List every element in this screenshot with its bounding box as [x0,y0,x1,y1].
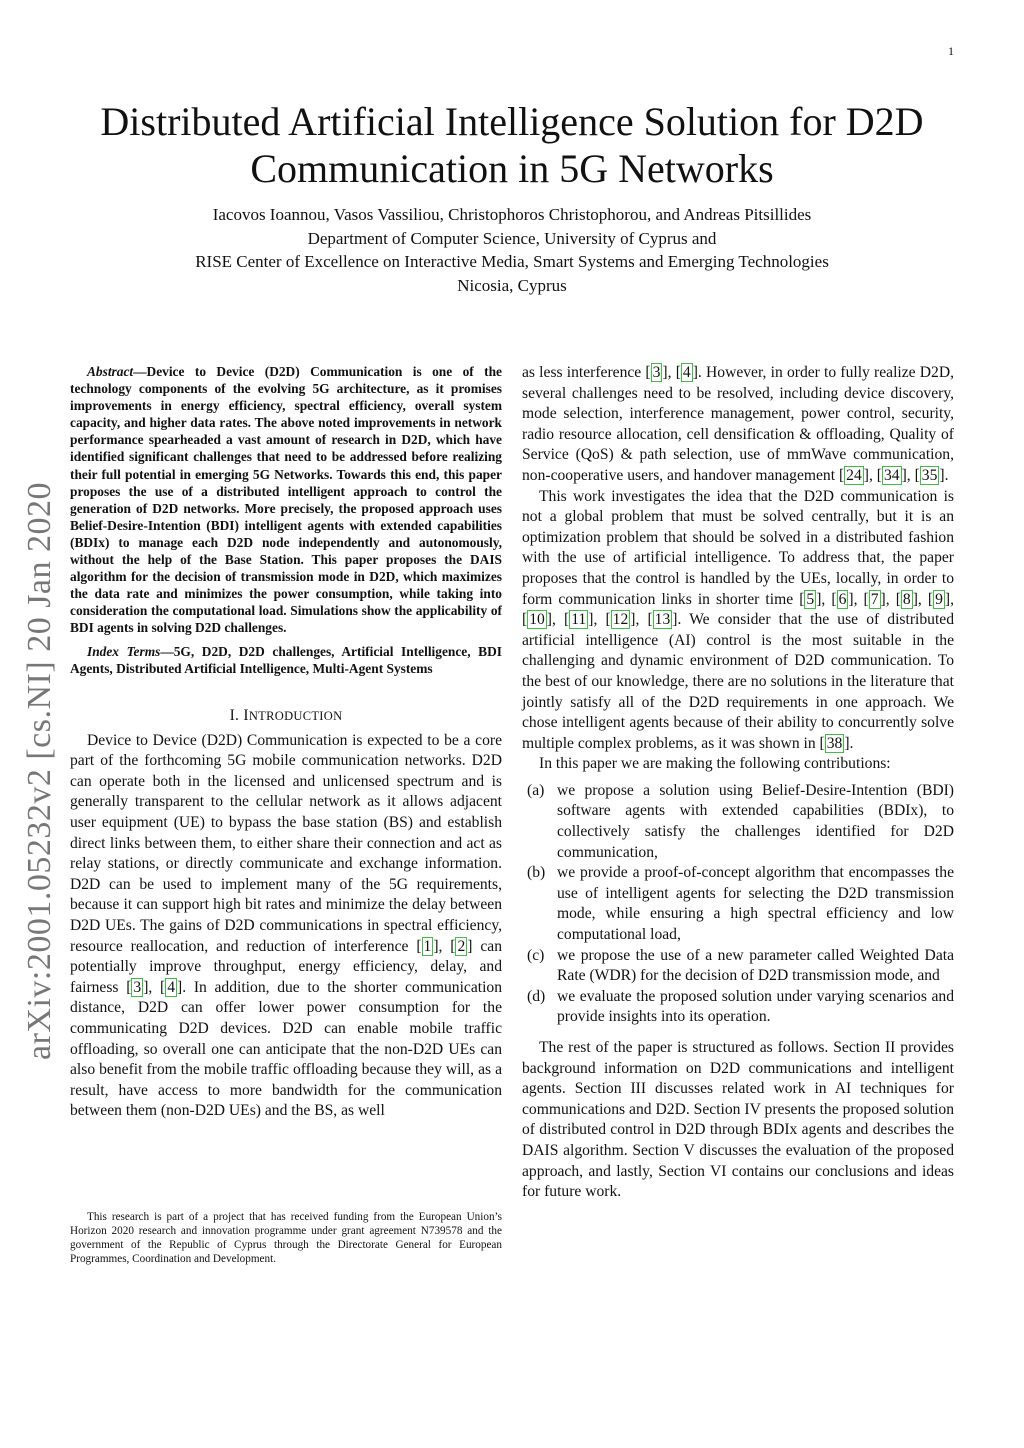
arxiv-stamp: arXiv:2001.05232v2 [cs.NI] 20 Jan 2020 [21,481,58,1060]
body-text: . [849,734,854,752]
abstract-label: Abstract [87,364,134,379]
citation-link[interactable]: [ 10 ] [522,611,552,629]
body-text: as less interference [522,364,646,381]
body-text: . We consider that the use of distributed artificial intelligence (AI) control is the most suitable in the challenging and dynamic environment of D2D communication. To the best of our knowledge, there are no solutions in the literature that jointly satisfy all of the D2D requirements in one approach. We chose intelligent agents because of their ability to concurrently solve multiple complex problems, as it was shown in [522,611,954,752]
affiliation-line: Department of Computer Science, University of Cyprus and [307,228,717,248]
section-title-initial: I [243,706,249,724]
citation-number: 13 [654,611,671,629]
section-heading-introduction [70,707,502,725]
citation-number: 10 [529,611,545,629]
intro-paragraph [70,731,502,1122]
citation-number: 35 [921,466,938,484]
section-title-rest: NTRODUCTION [248,708,343,723]
title-line: Distributed Artificial Intelligence Solution for D2D [100,99,924,144]
intro-text: Device to Device (D2D) Communication is expected to be a core part of the forthcoming 5G mobile communication networks. D2D can operate both in the licensed and unlicensed spectrum and is generally transparent to the cellular network as it allows adjacent user equipment (UE) to bypass the base station (BS) and establish direct links between them, to either share their connection and act as relay stations, or directly communicate and exchange information. D2D can be used to implement many of the 5G requirements, because it can support high bit rates and minimize the delay between D2D UEs. The gains of D2D communications in spectral efficiency, resource reallocation, and reduction of interference [70,731,502,955]
citation-link[interactable]: [ 4 ] [160,978,183,996]
citation-link[interactable]: [ 38 ] [819,734,850,752]
list-item-text: we propose a solution using Belief-Desire-Intention (BDI) software agents with extended capabilities (BDIx), to collectively satisfy the challenges identified for D2D communication, [557,781,954,861]
citation-link[interactable]: [ 35 ] [914,466,945,484]
index-terms-label: Index Terms [87,643,161,659]
citation-link[interactable]: [ 34 ] [876,466,907,484]
author-block [40,203,984,297]
affiliation-line: Nicosia, Cyprus [457,275,567,295]
list-marker: (c) [527,946,545,964]
list-item-text: we evaluate the proposed solution under varying scenarios and provide insights into its operation. [557,987,954,1026]
citation-link[interactable]: [ 6 ] [831,590,854,608]
citation-number: 3 [133,978,142,996]
page-number: 1 [948,44,954,58]
citation-link[interactable]: [ 24 ] [838,466,869,484]
citation-number: 5 [806,590,815,608]
section-number: I. [229,706,244,724]
citation-separator: , [148,978,161,996]
citation-number: 4 [167,978,176,996]
abstract-text: Device to Device (D2D) Communication is one of the technology components of the evolving 5G architecture, as it promises improvements in energy efficiency, spectral efficiency, overall system capacity, and higher data rates. The above noted improvements in network performance spearheaded a vast amount of research in D2D, which have identified significant challenges that need to be addressed before realizing their full potential in emerging 5G Networks. Towards this end, this paper proposes the use of a distributed intelligent approach to control the generation of D2D networks. More precisely, the proposed approach uses Belief-Desire-Intention (BDI) intelligent agents with extended capabilities (BDIx) to manage each D2D node independently and autonomously, without the help of the Base Station. This paper proposes the DAIS algorithm for the decision of transmission mode in D2D, which maximizes the data rate and minimizes the power consumption, while taking into consideration the computational load. Simulations show the applicability of BDI agents in solving D2D challenges. [70,364,502,636]
citation-number: 1 [423,937,432,955]
citation-number: 3 [652,364,661,381]
index-terms [70,643,502,677]
paper-title [40,98,984,192]
list-item [522,781,954,863]
body-text: . [944,466,949,484]
body-text: This work investigates the idea that the D2D communication is not a global problem that must be solved centrally, but it is an optimization problem that should be solved in a distributed fashion with the use of artificial intelligence. To address that, the paper proposes that the control is handled by the UEs, locally, in order to form communication links in shorter time [522,487,954,608]
citation-link[interactable]: [ 3 ] [645,364,668,381]
citation-separator: , [667,364,676,381]
paper-structure-paragraph: The rest of the paper is structured as follows. Section II provides background information on D2D communications and intelligent agents. Section III discusses related work in AI techniques for communications and D2D. Section IV presents the proposed solution of distributed control in D2D through BDIx agents and describes the DAIS algorithm. Section V discusses the evaluation of the proposed approach, and lastly, Section VI contains our conclusions and ideas for future work. [522,1039,954,1201]
intro-continuation [522,363,954,487]
citation-number: 8 [902,590,911,608]
author-names: Iacovos Ioannou, Vasos Vassiliou, Christophoros Christophorou, and Andreas Pitsillides [212,205,812,224]
citation-number: 9 [935,590,943,608]
contributions-intro: In this paper we are making the following contributions: [539,755,891,773]
citation-link[interactable]: [ 7 ] [863,590,886,608]
citation-number: 4 [682,364,691,381]
citation-number: 24 [846,466,862,484]
intro-text: can potentially improve throughput, energy efficiency, delay, and fairness [70,937,502,996]
list-item-text: we provide a proof-of-concept algorithm that encompasses the use of intelligent agents for selecting the D2D transmission mode, while ensuring a high spectral efficiency and low computational load, [557,864,954,944]
citation-link[interactable]: [ 3 ] [126,978,149,996]
citation-number: 11 [571,611,587,629]
index-terms-text: 5G, D2D, D2D challenges, Artificial Intelligence, BDI Agents, Distributed Artificial Intelligence, Multi-Agent Systems [70,643,502,676]
citation-separator: , [906,466,915,484]
citation-link[interactable]: [ 11 ] [564,611,594,629]
citation-link[interactable]: [ 13 ] [647,611,678,629]
right-column [522,363,954,1203]
list-item [522,863,954,945]
citation-link[interactable]: [ 8 ] [895,590,918,608]
title-line: Communication in 5G Networks [250,146,774,191]
citation-number: 38 [826,734,843,752]
motivation-paragraph: This work investigates the idea that the D2D communication is not a global problem that must be solved centrally, but it is an optimization problem that should be solved in a distributed fashion with the use of artificial intelligence. To address that, the paper proposes that the control is handled by the UEs, locally, in order to form communication links in shorter time [ 5 ], [ 6 ], [ 7 ], [ 8 ], [ 9 ], [ 10 ], [ 11 ], [ 12 ], [ 13 ]. We consider that the use of distributed artificial intelligence (AI) control is the most suitable in the challenging and dynamic environment of D2D communication. To the best of our knowledge, there are no solutions in the literature that jointly satisfy all of the D2D requirements in one approach. We chose intelligent agents because of their ability to concurrently solve multiple complex problems, as it was shown in [ 38 ]. [522,487,954,752]
citation-number: 7 [870,590,879,608]
abstract [70,363,502,637]
contributions-list [522,781,954,1028]
citation-separator: , [868,466,877,484]
abstract-dash: — [133,364,147,379]
citation-link[interactable]: [ 2 ] [450,937,473,955]
citation-link[interactable]: [ 12 ] [605,611,636,629]
citation-number: 2 [457,937,466,955]
body-text: . However, in order to fully realize D2D, several challenges need to be resolved, including device discovery, mode selection, interference management, power control, security, radio resource allocation, cell densification & offloading, Quality of Service (QoS) & path selection, use of mmWave communication, non-cooperative users, and handover management [522,364,954,484]
citation-link[interactable]: [ 9 ] [927,590,951,608]
list-item [522,987,954,1028]
list-item-text: we propose the use of a new parameter called Weighted Data Rate (WDR) for the decision of D2D transmission mode, and [557,946,954,985]
list-marker: (a) [527,781,545,799]
citation-number: 6 [838,590,847,608]
list-marker: (d) [527,987,546,1005]
left-column [70,363,502,1122]
citation-number: 12 [612,611,629,629]
index-terms-dash: — [160,643,174,659]
citation-separator: , [438,937,451,955]
list-item [522,946,954,987]
list-marker: (b) [527,864,546,882]
intro-text: . In addition, due to the shorter communication distance, D2D can offer lower power consumption for the communicating D2D devices. D2D can enable mobile traffic offloading, so overall one can anticipate that the non-D2D UEs can also benefit from the mobile traffic offloading because they will, as a result, have access to more bandwidth for the communication between them (non-D2D UEs) and the BS, as well [70,978,503,1120]
citation-link[interactable]: [ 1 ] [416,937,439,955]
citation-link[interactable]: [ 5 ] [799,590,822,608]
affiliation-line: RISE Center of Excellence on Interactive Media, Smart Systems and Emerging Technologies [195,252,829,271]
funding-footnote: This research is part of a project that has received funding from the European Union’s Horizon 2020 research and innovation programme under grant agreement N739578 and the government of the Republic of Cyprus through the Directorate General for European Programmes, Coordination and Development. [70,1211,502,1265]
citation-number: 34 [883,466,900,484]
citation-link[interactable]: [ 4 ] [675,364,698,381]
